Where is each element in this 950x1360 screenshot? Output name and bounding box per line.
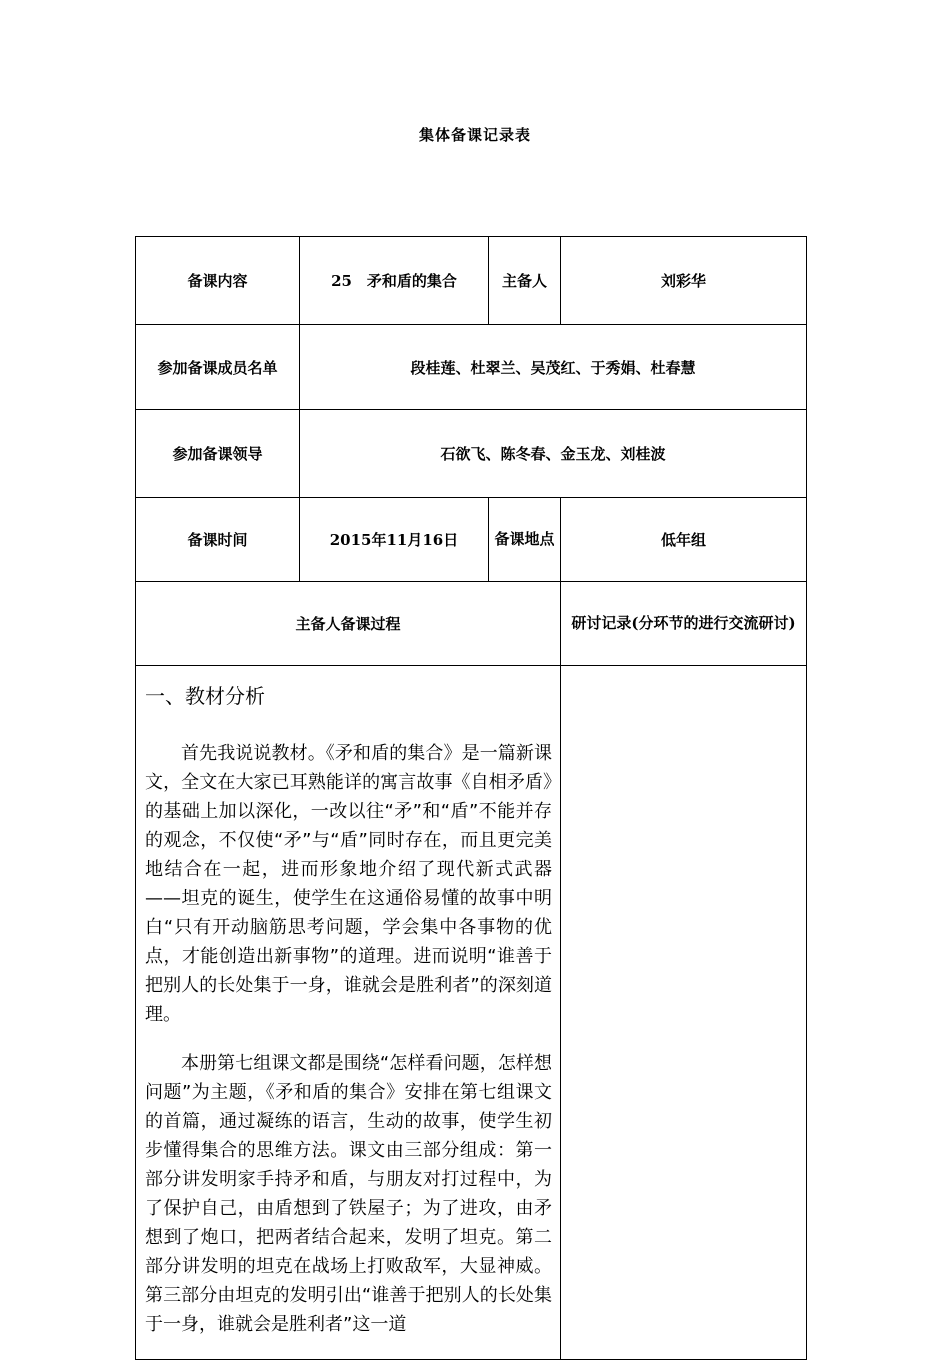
time-value: 2015年11月16日 (300, 498, 489, 582)
table-row (136, 325, 807, 410)
table-row (136, 237, 807, 325)
time-label: 备课时间 (136, 498, 300, 582)
content-label: 备课内容 (136, 237, 300, 325)
members-label: 参加备课成员名单 (136, 325, 300, 410)
leaders-value: 石欲飞、陈冬春、金玉龙、刘桂波 (300, 410, 807, 498)
discussion-label: 研讨记录(分环节的进行交流研讨) (561, 582, 807, 666)
discussion-notes (561, 666, 807, 1360)
section-heading: 一、教材分析 (145, 684, 265, 708)
members-value: 段桂莲、杜翠兰、吴茂红、于秀娟、杜春慧 (300, 325, 807, 410)
table-row (136, 666, 807, 1360)
paragraph: 本册第七组课文都是围绕“怎样看问题，怎样想问题”为主题，《矛和盾的集合》安排在第七组课文的首篇，通过凝练的语言，生动的故事，使学生初步懂得集合的思维方法。课文由三部分组成：第一部分讲发明家手持矛和盾，与朋友对打过程中，为了保护自己，由盾想到了铁屋子；为了进攻，由矛想到了炮口，把两者结合起来，发明了坦克。第二部分讲发明的坦克在战场上打败敌军，大显神威。第三部分由坦克的发明引出“谁善于把别人的长处集于一身，谁就会是胜利者”这一道 (145, 1053, 552, 1335)
table-row (136, 498, 807, 582)
place-label: 备课地点 (489, 498, 561, 582)
table-row (136, 410, 807, 498)
place-value: 低年组 (561, 498, 807, 582)
lead-label: 主备人 (489, 237, 561, 325)
lesson-process-content (136, 666, 561, 1360)
process-label: 主备人备课过程 (136, 582, 561, 666)
page-title: 集体备课记录表 (418, 126, 531, 144)
table-row (136, 582, 807, 666)
lesson-record-table (135, 236, 807, 1360)
lead-value: 刘彩华 (561, 237, 807, 325)
paragraph: 首先我说说教材。《矛和盾的集合》是一篇新课文，全文在大家已耳熟能详的寓言故事《自相矛盾》的基础上加以深化，一改以往“矛”和“盾”不能并存的观念，不仅使“矛”与“盾”同时存在，而且更完美地结合在一起，进而形象地介绍了现代新式武器——坦克的诞生，使学生在这通俗易懂的故事中明白“只有开动脑筋思考问题，学会集中各事物的优点，才能创造出新事物”的道理。进而说明“谁善于把别人的长处集于一身，谁就会是胜利者”的深刻道理。 (145, 743, 552, 1025)
content-value: 25 矛和盾的集合 (300, 237, 489, 325)
leaders-label: 参加备课领导 (136, 410, 300, 498)
